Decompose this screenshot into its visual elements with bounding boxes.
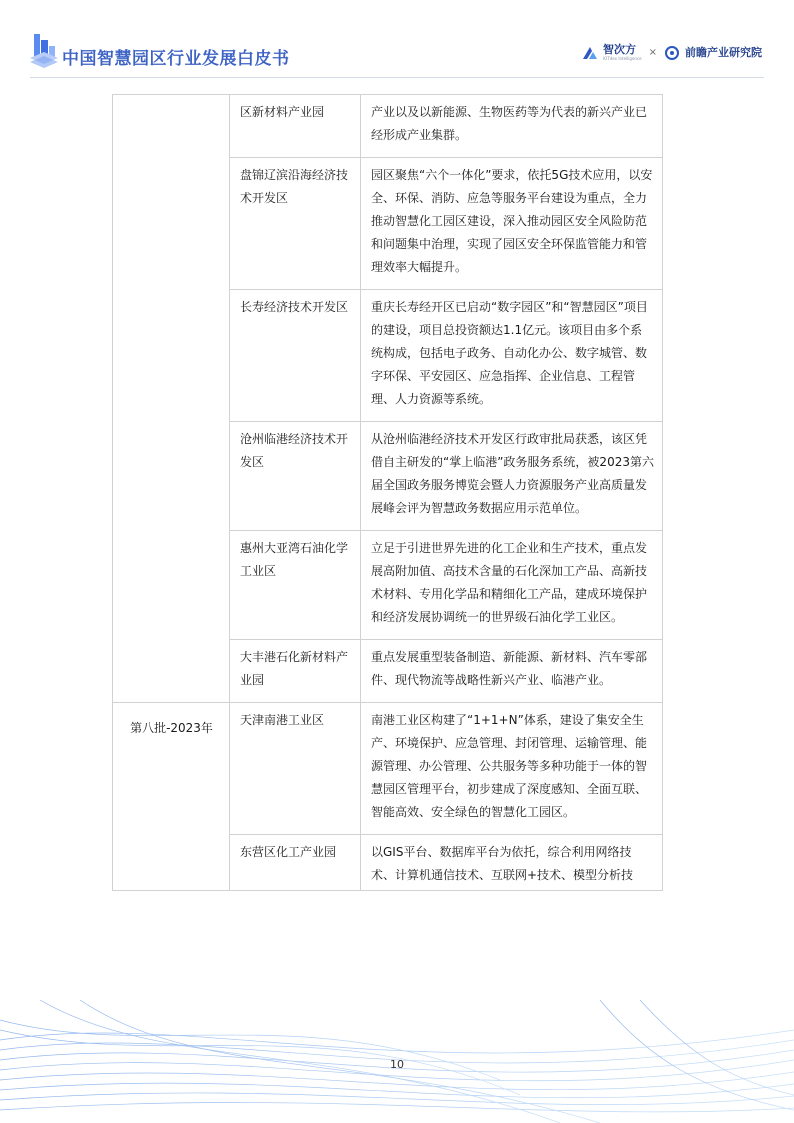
park-name-cell: 惠州大亚湾石油化学工业区: [230, 531, 361, 640]
park-name-cell: 东营区化工产业园: [230, 835, 361, 891]
park-name-cell: 盘锦辽滨沿海经济技术开发区: [230, 158, 361, 290]
park-name-cell: 沧州临港经济技术开发区: [230, 422, 361, 531]
park-name-cell: 大丰港石化新材料产业园: [230, 640, 361, 703]
partner1-name: 智次方: [602, 43, 636, 56]
partner2-name: 前瞻产业研究院: [685, 45, 762, 59]
partner-logos: [582, 44, 762, 61]
table-row: [113, 703, 663, 835]
page-header: [0, 0, 794, 76]
table-row: [113, 95, 663, 158]
batch-cell: [113, 95, 230, 703]
times-symbol: ×: [648, 47, 657, 58]
park-desc-cell: 从沧州临港经济技术开发区行政审批局获悉，该区凭借自主研发的“掌上临港”政务服务系统，被2023第六届全国政务服务博览会暨人力资源服务产业高质量发展峰会评为智慧政务数据应用示范单位。: [361, 422, 663, 531]
batch-cell: 第八批-2023年: [113, 703, 230, 891]
zhicifang-logo-icon: [582, 45, 598, 61]
park-desc-cell: 产业以及以新能源、生物医药等为代表的新兴产业已经形成产业集群。: [361, 95, 663, 158]
park-name-cell: 天津南港工业区: [230, 703, 361, 835]
park-desc-cell: 园区聚焦“六个一体化”要求，依托5G技术应用，以安全、环保、消防、应急等服务平台建设为重点，全力推动智慧化工园区建设，深入推动园区安全风险防范和问题集中治理，实现了园区安全环保监管能力和管理效率大幅提升。: [361, 158, 663, 290]
park-name-cell: 区新材料产业园: [230, 95, 361, 158]
park-desc-cell: 重点发展重型装备制造、新能源、新材料、汽车零部件、现代物流等战略性新兴产业、临港产业。: [361, 640, 663, 703]
header-divider: [30, 77, 764, 78]
partner1-text: [603, 44, 642, 61]
partner1-subtitle: IOTdex Intelligence: [602, 56, 642, 61]
park-desc-cell: 重庆长寿经开区已启动“数字园区”和“智慧园区”项目的建设，项目总投资额达1.1亿元。该项目由多个系统构成，包括电子政务、自动化办公、数字城管、数字环保、平安园区、应急指挥、企业信息、工程管理、人力资源等系统。: [361, 290, 663, 422]
building-logo-icon: [30, 30, 58, 70]
page-number: 10: [390, 1058, 404, 1071]
park-desc-cell: 南港工业区构建了“1+1+N”体系，建设了集安全生产、环境保护、应急管理、封闭管理、运输管理、能源管理、办公管理、公共服务等多种功能于一体的智慧园区管理平台，初步建成了深度感知、全面互联、智能高效、安全绿色的智慧化工园区。: [361, 703, 663, 835]
qianzhan-logo-icon: [664, 45, 680, 61]
park-table: [112, 94, 663, 891]
park-desc-cell: 立足于引进世界先进的化工企业和生产技术，重点发展高附加值、高技术含量的石化深加工产品、高新技术材料、专用化学品和精细化工产品，建成环境保护和经济发展协调统一的世界级石油化学工业区。: [361, 531, 663, 640]
park-name-cell: 长寿经济技术开发区: [230, 290, 361, 422]
document-title: 中国智慧园区行业发展白皮书: [62, 49, 290, 69]
park-desc-cell: 以GIS平台、数据库平台为依托，综合利用网络技术、计算机通信技术、互联网+技术、模型分析技: [361, 835, 663, 891]
